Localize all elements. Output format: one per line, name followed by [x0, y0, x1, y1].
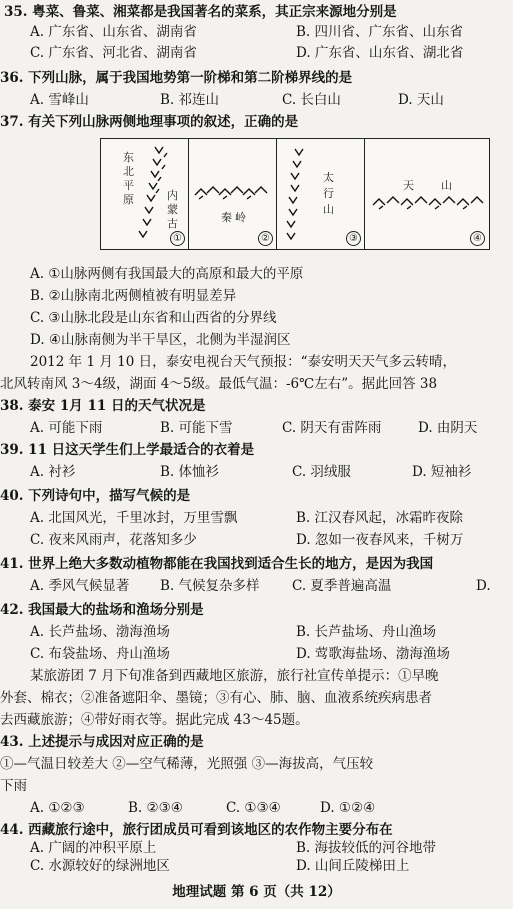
- q40-option-b: B. 江汉春风起，冰霜昨夜除: [296, 510, 464, 526]
- map-panel-3: [276, 138, 366, 250]
- intro-38-line-2: 北风转南风 3～4级，湖面 4～5级。最低气温：-6℃左右”。据此回答 38: [0, 376, 438, 392]
- panel4-label-2: 山: [441, 179, 452, 192]
- q43-line-2: ①—气温日较差大 ②—空气稀薄，光照强 ③—海拔高，气压较: [0, 756, 374, 772]
- q43-option-b: B. ②③④: [128, 800, 183, 816]
- panel1-label-4: 原: [123, 193, 134, 206]
- q38-stem: 38. 泰安 1月 11 日的天气状况是: [0, 398, 206, 414]
- q40-option-a: A. 北国风光，千里冰封，万里雪飘: [30, 510, 238, 526]
- q41-option-d: D.: [476, 578, 491, 594]
- panel2-label-2: 岭: [235, 211, 246, 224]
- q36-option-a: A. 雪峰山: [30, 92, 89, 108]
- q35-option-a: A. 广东省、山东省、湖南省: [30, 24, 197, 40]
- q43-line-3: 下雨: [0, 778, 27, 794]
- q37-stem: 37. 有关下列山脉两侧地理事项的叙述，正确的是: [0, 114, 299, 130]
- q43-option-d: D. ①②④: [320, 800, 376, 816]
- q39-stem: 39. 11 日这天学生们上学最适合的衣着是: [0, 442, 255, 458]
- intro-43-line-1: 某旅游团 7 月下旬准备到西藏地区旅游，旅行社宣传单提示：①早晚: [30, 668, 439, 684]
- q42-option-a: A. 长芦盐场、渤海渔场: [30, 624, 170, 640]
- intro-43-line-2: 外套、棉衣；②准备遮阳伞、墨镜；③有心、肺、脑、血液系统疾病患者: [0, 690, 432, 706]
- map-panel-1: [100, 138, 190, 250]
- panel3-label-1: 太: [323, 171, 334, 184]
- q41-stem: 41. 世界上绝大多数动植物都能在我国找到适合生长的地方，是因为我国: [0, 556, 434, 572]
- q38-option-d: D. 由阴天: [418, 420, 478, 436]
- q44-option-c: C. 水源较好的绿洲地区: [30, 858, 170, 874]
- q37-option-d: D. ④山脉南侧为半干旱区，北侧为半湿润区: [30, 332, 291, 348]
- map-panel-4: [364, 138, 490, 250]
- intro-43-line-3: 去西藏旅游；④带好雨衣等。据此完成 43～45题。: [0, 712, 309, 728]
- q41-option-a: A. 季风气候显著: [30, 578, 130, 594]
- panel1-number: ①: [170, 231, 185, 246]
- q39-option-c: C. 羽绒服: [292, 464, 351, 480]
- q43-option-a: A. ①②③: [30, 800, 85, 816]
- q36-stem: 36. 下列山脉，属于我国地势第一阶梯和第二阶梯界线的是: [0, 70, 353, 86]
- intro-38-line-1: 2012 年 1 月 10 日，泰安电视台天气预报：“泰安明天天气多云转晴，: [30, 354, 456, 370]
- q38-option-c: C. 阴天有雷阵雨: [282, 420, 382, 436]
- q35-stem: 35. 粤菜、鲁菜、湘菜都是我国著名的菜系，其正宗来源地分别是: [4, 4, 397, 20]
- mountain-range-4: [365, 139, 489, 249]
- q40-stem: 40. 下列诗句中，描写气候的是: [0, 488, 191, 504]
- q42-option-c: C. 布袋盐场、舟山渔场: [30, 646, 170, 662]
- q43-option-c: C. ①③④: [226, 800, 281, 816]
- panel1-label-6: 蒙: [167, 203, 178, 216]
- q35-option-c: C. 广东省、河北省、湖南省: [30, 45, 197, 61]
- q36-option-c: C. 长白山: [282, 92, 341, 108]
- q38-option-b: B. 可能下雪: [160, 420, 233, 436]
- q42-option-b: B. 长芦盐场、舟山渔场: [296, 624, 437, 640]
- q42-option-d: D. 莺歌海盐场、渤海渔场: [296, 646, 450, 662]
- q40-option-c: C. 夜来风雨声，花落知多少: [30, 532, 197, 548]
- q41-option-c: C. 夏季普遍高温: [292, 578, 392, 594]
- panel1-label-5: 内: [167, 189, 178, 202]
- panel1-label-1: 东: [123, 151, 134, 164]
- panel1-label-2: 北: [123, 165, 134, 178]
- q35-option-d: D. 广东省、山东省、湖北省: [296, 45, 464, 61]
- q39-option-a: A. 衬衫: [30, 464, 76, 480]
- panel3-label-3: 山: [323, 203, 334, 216]
- panel2-number: ②: [258, 231, 273, 246]
- panel4-number: ④: [470, 231, 485, 246]
- q35-option-b: B. 四川省、广东省、山东省: [296, 24, 464, 40]
- q44-option-b: B. 海拔较低的河谷地带: [296, 840, 437, 856]
- q44-option-d: D. 山间丘陵梯田上: [296, 858, 410, 874]
- q44-option-a: A. 广阔的冲积平原上: [30, 840, 157, 856]
- q37-option-b: B. ②山脉南北两侧植被有明显差异: [30, 288, 237, 304]
- q43-stem: 43. 上述提示与成因对应正确的是: [0, 734, 204, 750]
- map-panel-2: [188, 138, 278, 250]
- q39-option-d: D. 短袖衫: [412, 464, 472, 480]
- panel3-number: ③: [346, 231, 361, 246]
- q42-stem: 42. 我国最大的盐场和渔场分别是: [0, 602, 204, 618]
- q36-option-d: D. 天山: [398, 92, 444, 108]
- panel2-label-1: 秦: [221, 211, 232, 224]
- q37-option-a: A. ①山脉两侧有我国最大的高原和最大的平原: [30, 266, 304, 282]
- q37-option-c: C. ③山脉北段是山东省和山西省的分界线: [30, 310, 277, 326]
- q40-option-d: D. 忽如一夜春风来，千树万: [296, 532, 464, 548]
- panel3-label-2: 行: [323, 187, 334, 200]
- q39-option-b: B. 体恤衫: [160, 464, 220, 480]
- q44-stem: 44. 西藏旅行途中，旅行团成员可看到该地区的农作物主要分布在: [0, 822, 393, 838]
- q41-option-b: B. 气候复杂多样: [160, 578, 260, 594]
- page-footer: 地理试题 第 6 页（共 12）: [172, 884, 341, 900]
- panel4-label-1: 天: [403, 179, 414, 192]
- panel1-label-7: 古: [167, 217, 178, 230]
- q38-option-a: A. 可能下雨: [30, 420, 103, 436]
- panel1-label-3: 平: [123, 179, 134, 192]
- q36-option-b: B. 祁连山: [160, 92, 220, 108]
